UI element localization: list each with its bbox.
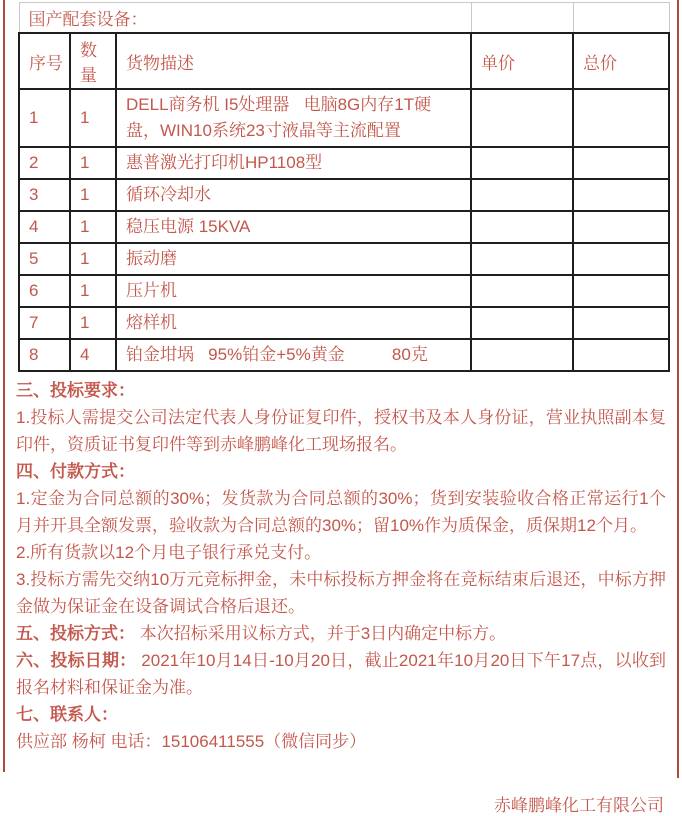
row-total-price-cell [573, 307, 669, 339]
banner-unit-price-cell [471, 3, 573, 34]
row-qty-cell: 4 [70, 339, 116, 371]
row-index-cell: 1 [19, 89, 70, 147]
row-unit-price-cell [471, 89, 573, 147]
row-total-price-cell [573, 243, 669, 275]
banner-total-price-cell [573, 3, 669, 34]
row-desc-cell: 稳压电源 15KVA [116, 211, 471, 243]
row-unit-price-cell [471, 339, 573, 371]
column-header-unit-price: 单价 [471, 33, 573, 89]
row-qty-cell: 1 [70, 147, 116, 179]
section-paragraph: 3.投标方需先交纳10万元竞标押金，未中标投标方押金将在竞标结束后退还，中标方押金做为保证金在设备调试合格后退还。 [16, 570, 666, 616]
row-index-cell: 3 [19, 179, 70, 211]
section-paragraph: 1.投标人需提交公司法定代表人身份证复印件，授权书及本人身份证，营业执照副本复印件，资质证书复印件等到赤峰鹏峰化工现场报名。 [16, 408, 666, 454]
row-qty-cell: 1 [70, 89, 116, 147]
company-signature: 赤峰鹏峰化工有限公司 [494, 796, 664, 815]
row-unit-price-cell [471, 307, 573, 339]
table-row [19, 243, 669, 275]
section-heading: 五、投标方式： [16, 624, 135, 643]
row-unit-price-cell [471, 211, 573, 243]
row-total-price-cell [573, 211, 669, 243]
section-heading: 四、付款方式： [16, 462, 135, 481]
row-unit-price-cell [471, 243, 573, 275]
section-heading: 三、投标要求： [16, 381, 135, 400]
left-page-border [3, 0, 5, 772]
row-total-price-cell [573, 179, 669, 211]
section-line [16, 458, 666, 485]
table-row [19, 147, 669, 179]
table-row [19, 89, 669, 147]
row-qty-cell: 1 [70, 275, 116, 307]
section-line [16, 647, 666, 701]
section-inline-text: 2021年10月14日-10月20日，截止2021年10月20日下午17点，以收到报名材料和保证金为准。 [16, 651, 667, 697]
section-inline-text: 本次招标采用议标方式，并于3日内确定中标方。 [135, 624, 507, 643]
table-row [19, 179, 669, 211]
row-desc-cell: 循环冷却水 [116, 179, 471, 211]
row-total-price-cell [573, 275, 669, 307]
row-qty-cell: 1 [70, 211, 116, 243]
section-paragraph: 1.定金为合同总额的30%；发货款为合同总额的30%；货到安装验收合格正常运行1个月并开具全额发票，验收款为合同总额的30%；留10%作为质保金，质保期12个月。 [16, 489, 666, 535]
row-index-cell: 5 [19, 243, 70, 275]
row-total-price-cell [573, 89, 669, 147]
table-row [19, 307, 669, 339]
row-unit-price-cell [471, 147, 573, 179]
row-unit-price-cell [471, 179, 573, 211]
table-row [19, 211, 669, 243]
column-header-qty: 数量 [70, 33, 116, 89]
row-index-cell: 2 [19, 147, 70, 179]
section-paragraph: 2.所有货款以12个月电子银行承兑支付。 [16, 543, 322, 562]
row-index-cell: 7 [19, 307, 70, 339]
column-header-description: 货物描述 [116, 33, 471, 89]
section-paragraph: 供应部 杨柯 电话：15106411555（微信同步） [16, 732, 367, 751]
row-desc-cell: 振动磨 [116, 243, 471, 275]
document-content [16, 2, 668, 816]
row-qty-cell: 1 [70, 179, 116, 211]
section-heading: 七、联系人： [16, 705, 118, 724]
section-line [16, 701, 666, 728]
table-row [19, 339, 669, 371]
row-unit-price-cell [471, 275, 573, 307]
row-qty-cell: 1 [70, 307, 116, 339]
row-desc-cell: 压片机 [116, 275, 471, 307]
section-line [16, 620, 666, 647]
row-index-cell: 8 [19, 339, 70, 371]
row-desc-cell: DELL商务机 I5处理器 电脑8G内存1T硬盘，WIN10系统23寸液晶等主流配置 [116, 89, 471, 147]
table-row [19, 275, 669, 307]
table-header-row [19, 33, 669, 89]
row-desc-cell: 铂金坩埚 95%铂金+5%黄金 80克 [116, 339, 471, 371]
row-index-cell: 6 [19, 275, 70, 307]
row-index-cell: 4 [19, 211, 70, 243]
row-desc-cell: 惠普激光打印机HP1108型 [116, 147, 471, 179]
table-banner-row [19, 3, 669, 34]
column-header-no: 序号 [19, 33, 70, 89]
section-line [16, 377, 666, 404]
table-banner-label: 国产配套设备： [19, 3, 471, 34]
tender-sections [16, 377, 668, 755]
column-header-total-price: 总价 [573, 33, 669, 89]
row-total-price-cell [573, 147, 669, 179]
row-total-price-cell [573, 339, 669, 371]
equipment-table [18, 2, 670, 372]
right-page-border [677, 0, 679, 778]
row-desc-cell: 熔样机 [116, 307, 471, 339]
row-qty-cell: 1 [70, 243, 116, 275]
equipment-rows [19, 89, 669, 371]
section-heading: 六、投标日期： [16, 651, 137, 670]
